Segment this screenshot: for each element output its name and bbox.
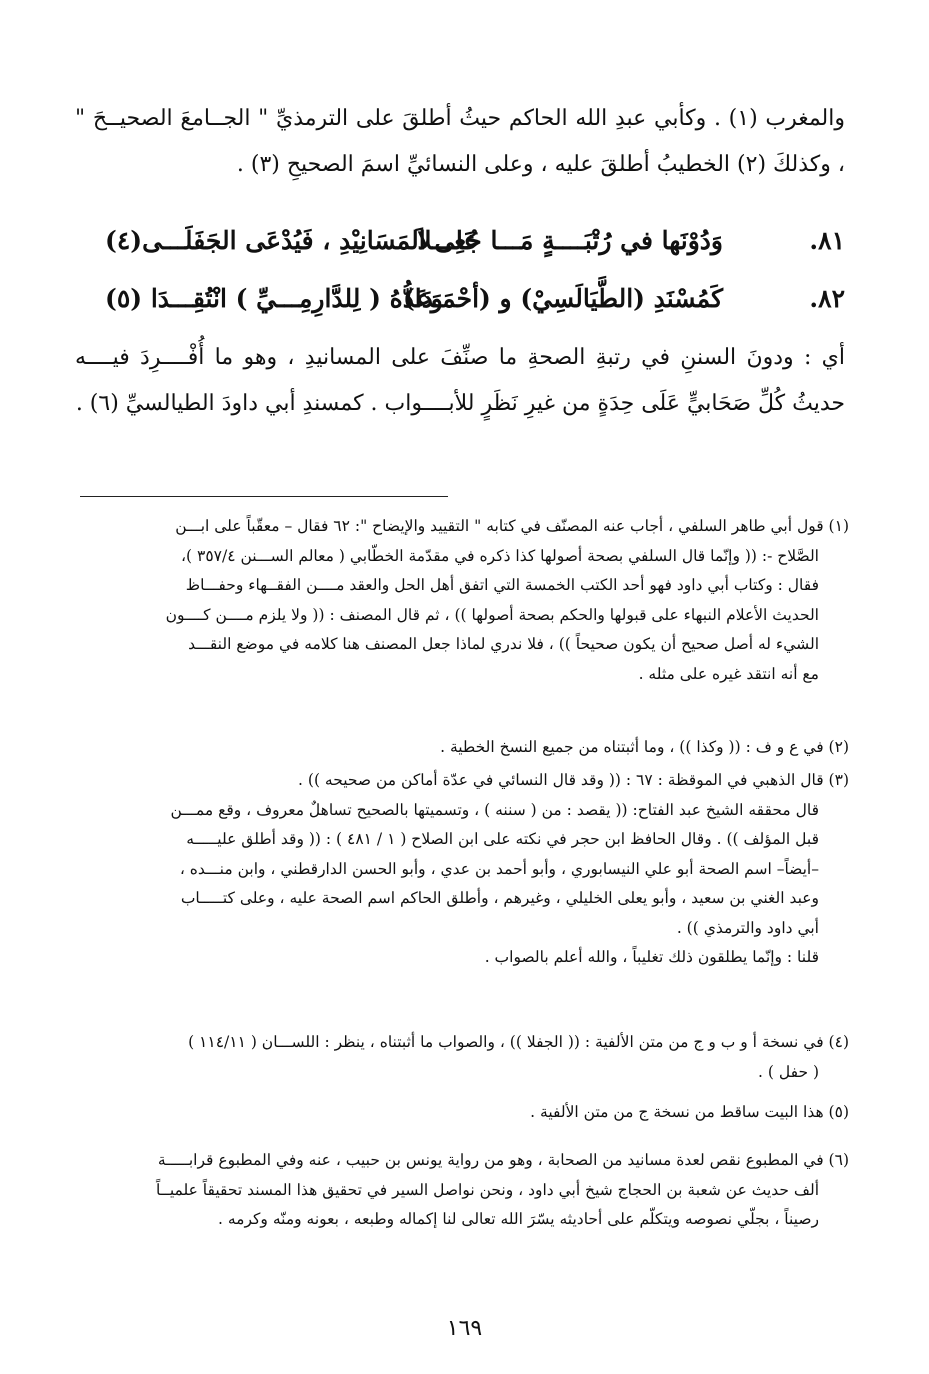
footnote-line: قبل المؤلف )) . وقال الحافظ ابن حجر في نكته على ابن الصلاح ( ١ / ٤٨١ ) : (( وقد أطلق عليـــــه — [186, 830, 819, 848]
footnote-3 — [79, 766, 849, 973]
footnote-line: (٤) في نسخة أ و ب و ج من متن الألفية : (( الجفلا )) ، والصواب ما أثبتناه ، ينظر : اللســـان ( ١١٤/١١ ) — [188, 1033, 849, 1051]
footnote-line: قلنا : وإنّما يطلقون ذلك تغليباً ، والله أعلم بالصواب . — [484, 948, 819, 966]
intro-paragraph: والمغرب (١) . وكأبي عبدِ الله الحاكم حيثُ أطلقَ على الترمذيِّ " الجــامعَ الصحيــحَ " ، وكذلكَ (٢) الخطيبُ أطلقَ عليه ، وعلى النسائيِّ اسمَ الصحيحِ (٣) . — [75, 106, 845, 177]
footnote-line: (٣) قال الذهبي في الموقظة : ٦٧ : (( وقد قال النسائي في عدّة أماكن من صحيحه )) . — [298, 771, 849, 789]
footnote-line: أبي داود والترمذي )) . — [676, 918, 819, 937]
footnote-line: مع أنه انتقد غيره على مثله . — [638, 664, 819, 683]
footnote-4 — [79, 1028, 849, 1087]
footnote-line: –أيضاً– اسم الصحة أبو علي النيسابوري ، وأبو أحمد بن عدي ، وأبو الحسن الدارقطني ، وابن منـــده ، — [179, 859, 819, 878]
footnote-2 — [79, 733, 849, 763]
commentary-paragraph: أي : ودونَ السننِ في رتبةِ الصحةِ ما صنِّفَ على المسانيدِ ، وهو ما أُفْــــرِدَ فيــــه حديثُ كُلِّ صَحَابيٍّ عَلَى حِدَةٍ من غيرِ نَظَرٍ للأبــــواب . كمسندِ أبي داودَ الطيالسيِّ (٦) . — [75, 345, 845, 416]
footnote-line: قال محققه الشيخ عبد الفتاح: (( يقصد : من ( سننه ) ، وتسميتها بالصحيح تساهلٌ معروف ، وقع ممـــن — [170, 800, 819, 819]
footnote-line: (٥) هذا البيت ساقط من نسخة ج من متن الألفية . — [530, 1103, 849, 1121]
page-number: ١٦٩ — [446, 1316, 483, 1341]
footnote-1 — [79, 512, 849, 689]
footnote-line: ( حفل ) . — [758, 1062, 819, 1081]
footnote-line: وعبد الغني بن سعيد ، وأبو يعلى الخليلي ، وغيرهم ، وأطلق الحاكم اسم الصحة عليه ، وعلى كتـــــاب — [180, 889, 819, 907]
footnote-6 — [79, 1146, 849, 1235]
verse-second-hemistich: وَعَدُّهُ ( لِلدَّارِمِـــيِّ ) انْتُقِـــدَا (٥) — [105, 284, 443, 313]
verse-first-hemistich: وَدُوْنَها في رُتْبَــــةٍ مَـــا جُعِـــلاَ — [417, 226, 723, 255]
verse-number: ٨٢. — [809, 284, 845, 313]
footnote-line: الحديث الأعلام النبهاء على قبولها والحكم بصحة أصولها )) ، ثم قال المصنف : (( ولا يلزم مــــن كــــون — [165, 605, 819, 624]
footnote-line: ألف حديث عن شعبة بن الحجاج شيخ أبي داود ، ونحن نواصل السير في تحقيق هذا المسند تحقيقاً علميــاً — [156, 1180, 819, 1199]
verse-82 — [105, 284, 845, 330]
footnote-line: (٢) في ع و ف : (( وكذا )) ، وما أثبتناه من جميع النسخ الخطية . — [440, 738, 849, 756]
footnote-line: رصيناً ، بجلّي نصوصه ويتكلّم على أحاديثه يسّرَ الله تعالى لنا إكماله وطبعه ، بعونه ومنّه وكرمه . — [218, 1210, 819, 1228]
footnote-5 — [79, 1098, 849, 1128]
verse-second-hemistich: عَلى المَسَانِيْدِ ، فَيُدْعَى الجَفَلَـــى(٤) — [105, 226, 479, 255]
verse-81 — [105, 226, 845, 272]
footnote-line: الصَّلاح -: (( وإنّما قال السلفي بصحة أصولها كذا ذكره في مقدّمة الخطّابي ( معالم الســـنن ٣٥٧/٤ )، — [181, 546, 819, 565]
footnote-separator — [80, 496, 448, 497]
verse-first-hemistich: كَمُسْنَدِ (الطَّيَالَسِيْ) و (أحْمَـدَا) — [402, 284, 723, 313]
footnote-line: (٦) في المطبوع نقص لعدة مسانيد من الصحابة ، وهو من رواية يونس بن حبيب ، عنه وفي المطبوع قرابـــــة — [157, 1151, 849, 1169]
verse-number: ٨١. — [809, 226, 845, 255]
footnote-line: فقال : وكتاب أبي داود فهو أحد الكتب الخمسة التي اتفق أهل الحل والعقد مــــن الفقــهاء وحفـــاظ — [185, 576, 819, 594]
footnote-line: الشيء له أصل صحيح أن يكون صحيحاً )) ، فلا ندري لماذا جعل المصنف هنا كلامه في موضع النقـــد — [188, 635, 819, 653]
footnote-line: (١) قول أبي طاهر السلفي ، أجاب عنه المصنّف في كتابه " التقييد والإيضاح ": ٦٢ فقال – معقّباً على ابـــن — [175, 517, 849, 535]
